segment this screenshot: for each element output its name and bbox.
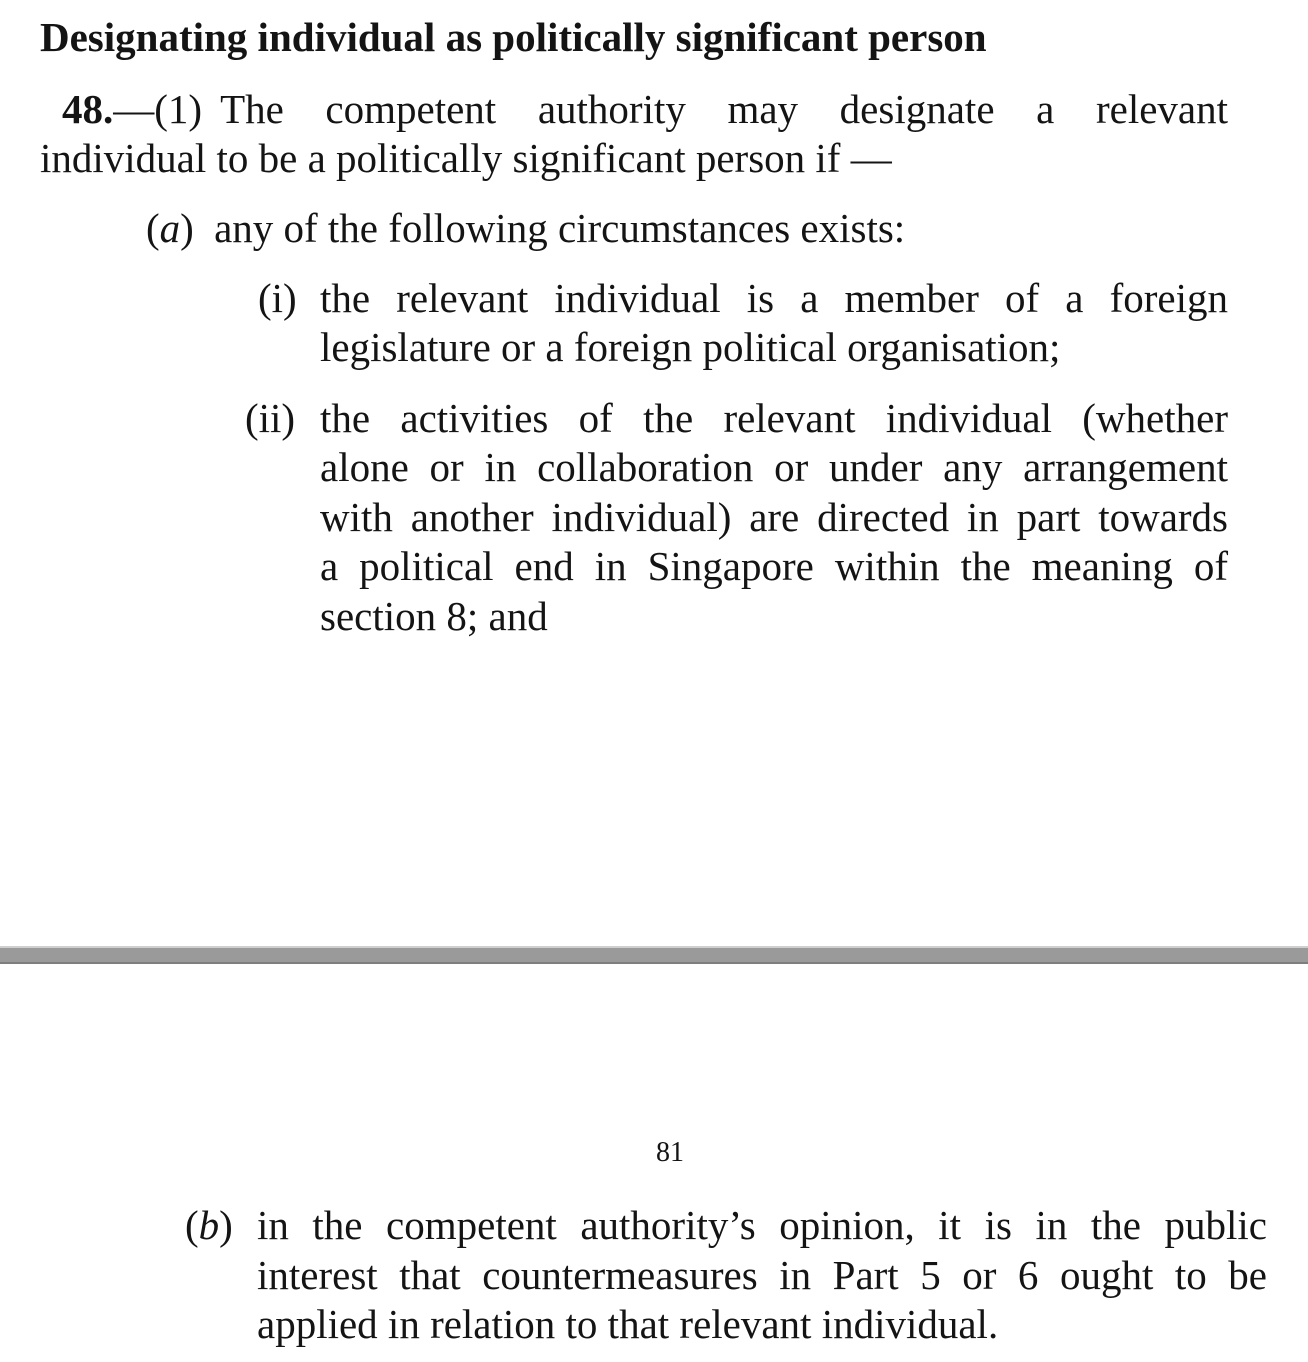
paragraph-b-line-3: applied in relation to that relevant individual.	[257, 1301, 999, 1347]
section-number-group	[62, 84, 202, 134]
item-ii-line-2: alone or in collaboration or under any arrangement	[320, 444, 1228, 490]
section-number: 48.	[62, 86, 114, 132]
section-48-line-1	[62, 84, 1228, 134]
item-ii-line-3: with another individual) are directed in part towards	[320, 494, 1228, 540]
item-ii-line-5: section 8; and	[320, 593, 548, 639]
paragraph-b-label: (b)	[185, 1202, 233, 1248]
item-ii-line-1: the activities of the relevant individual (whether	[320, 395, 1228, 441]
subsection-number: —(1)	[113, 86, 203, 132]
paragraph-a-label: (a)	[146, 205, 194, 251]
paragraph-a	[146, 203, 905, 253]
item-ii-line-4: a political end in Singapore within the meaning of	[320, 543, 1228, 589]
paragraph-b-line-1: in the competent authority’s opinion, it is in the public	[257, 1202, 1267, 1248]
item-ii-label: (ii)	[245, 395, 296, 441]
item-i-label: (i)	[258, 275, 297, 321]
paragraph-a-text: any of the following circumstances exists:	[214, 205, 906, 251]
section-48-line-1-text: The competent authority may designate a relevant	[220, 86, 1228, 132]
page-number: 81	[656, 1137, 684, 1168]
paragraph-b-line-2: interest that countermeasures in Part 5 or 6 ought to be	[257, 1252, 1267, 1298]
section-48-line-2: individual to be a politically significant person if —	[40, 135, 892, 181]
item-i-line-1: the relevant individual is a member of a foreign	[320, 275, 1228, 321]
item-i-line-2: legislature or a foreign political organisation;	[320, 324, 1061, 370]
page-divider	[0, 946, 1308, 964]
section-heading: Designating individual as politically significant person	[40, 14, 987, 60]
